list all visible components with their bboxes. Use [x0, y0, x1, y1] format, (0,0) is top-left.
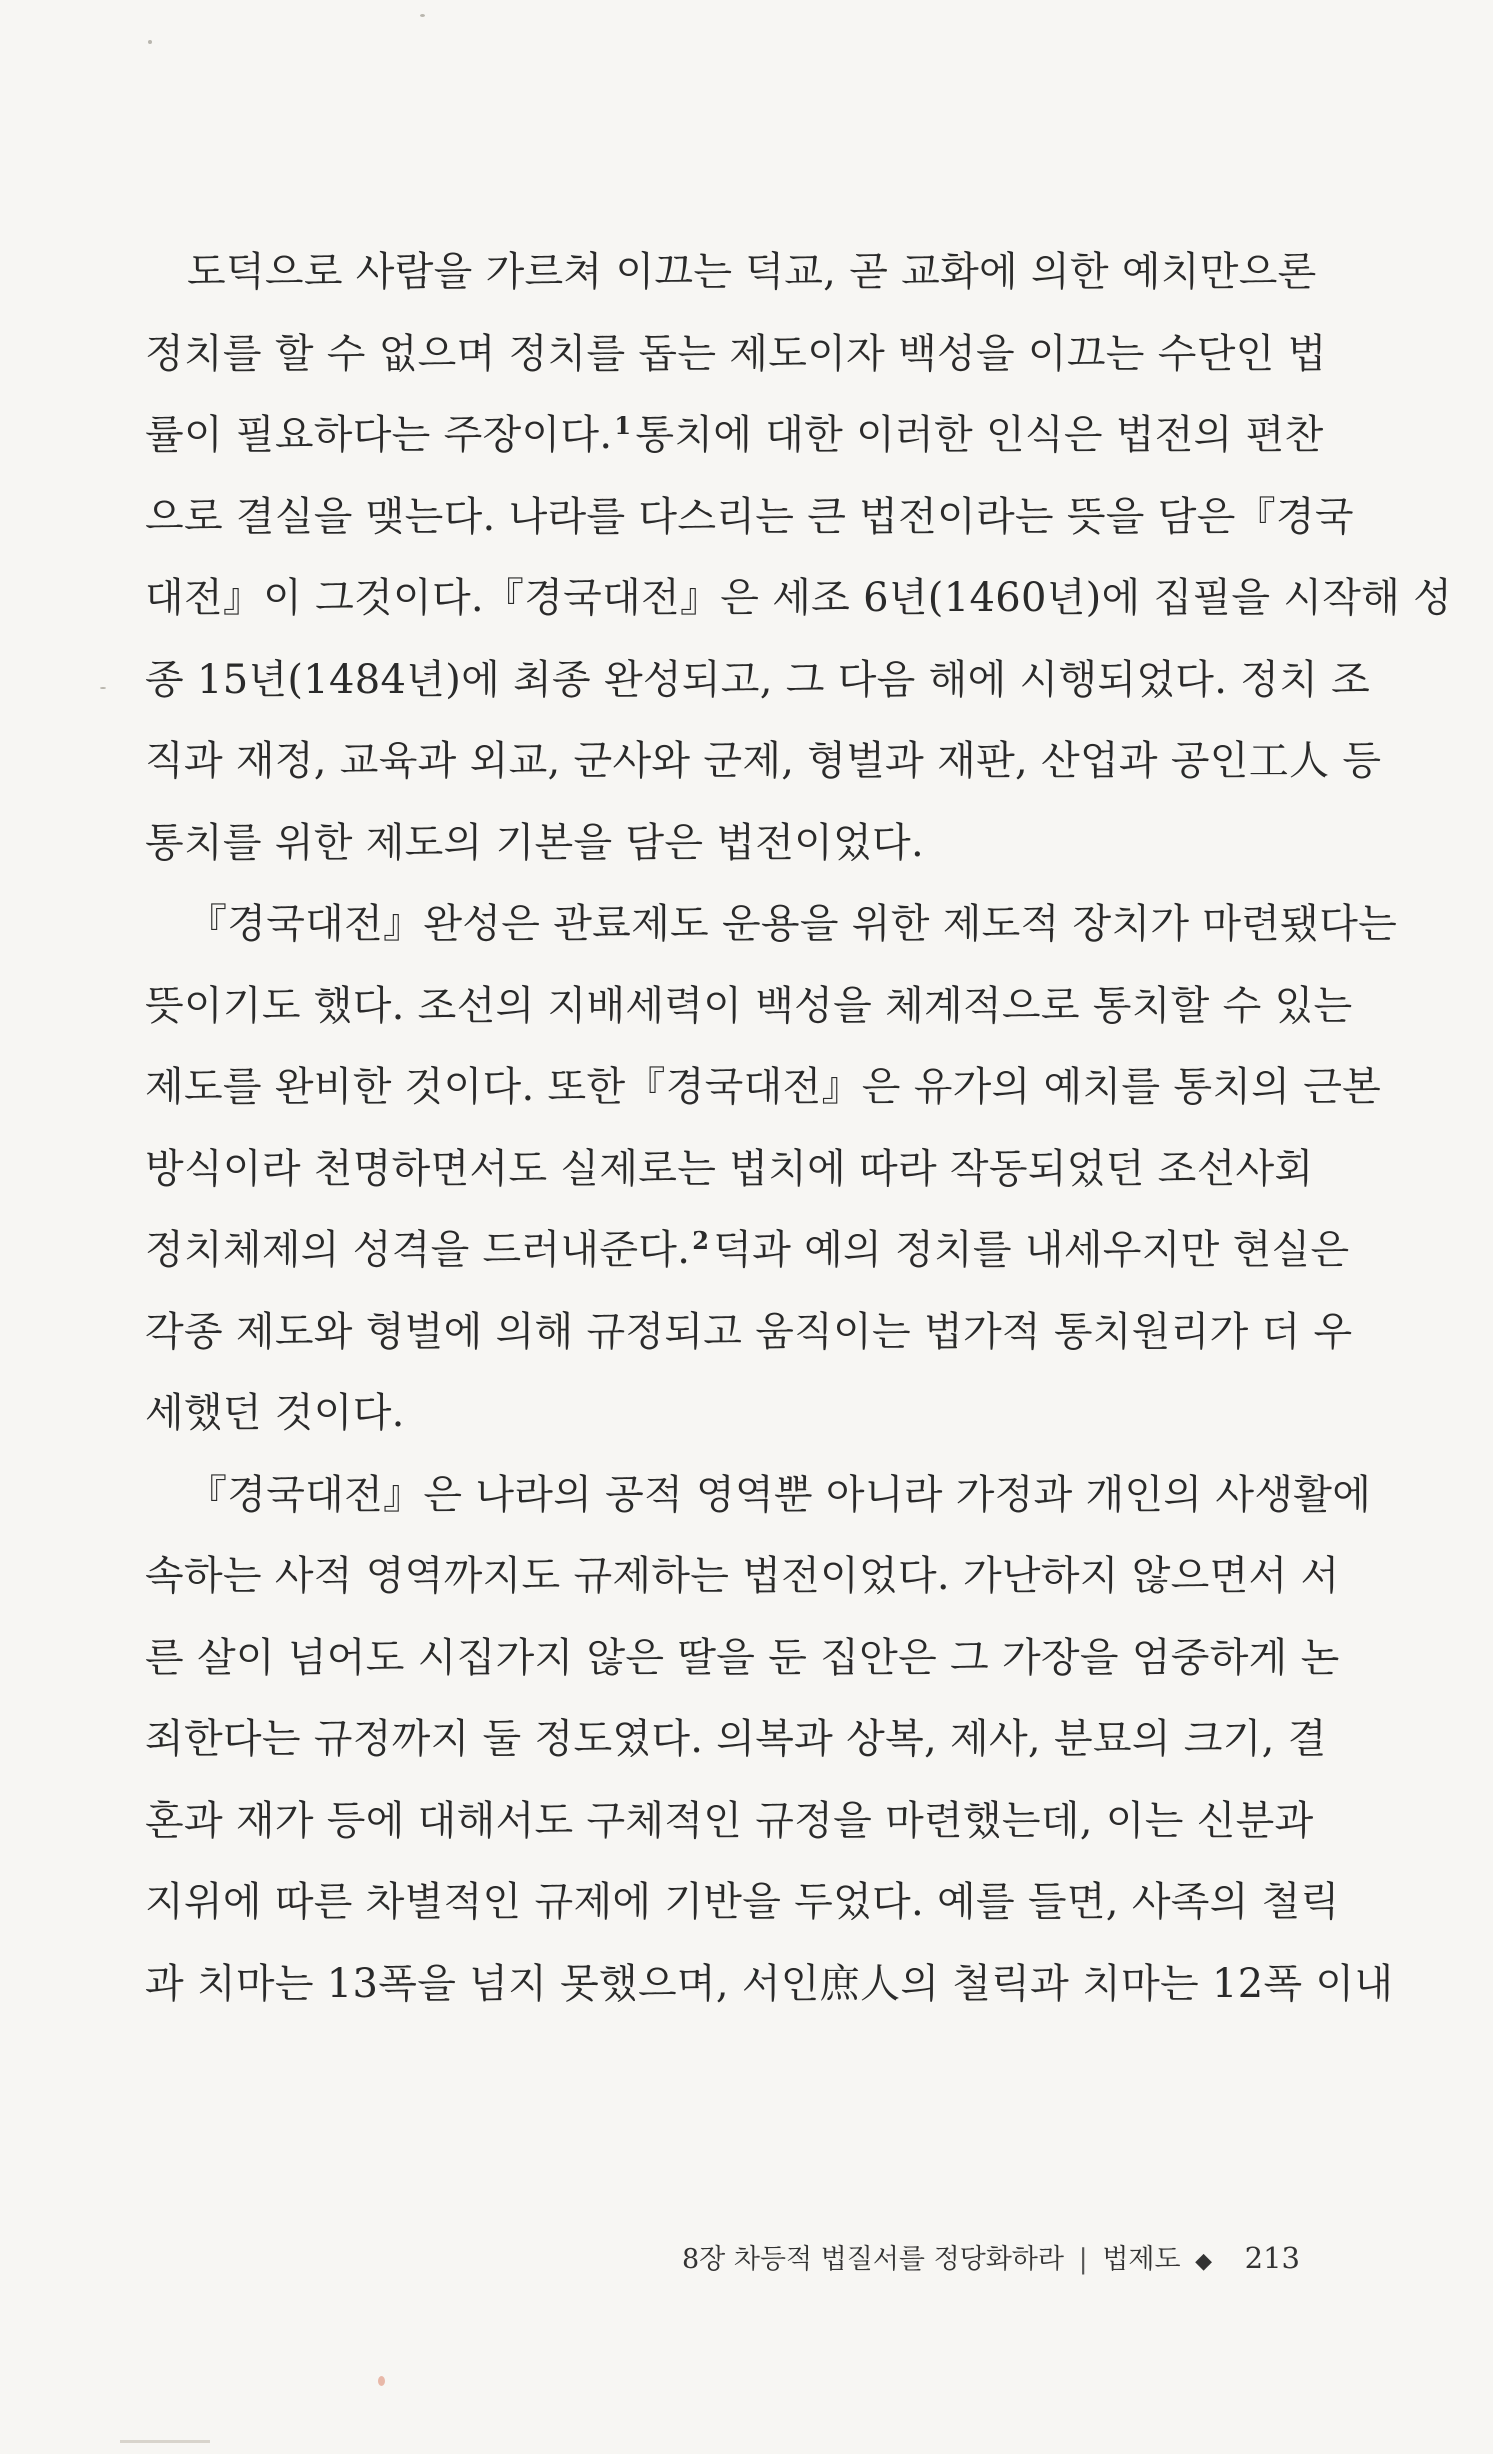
text-line	[145, 1862, 1340, 1944]
text-line	[145, 314, 1327, 396]
line-text: 통치에 대한 이러한 인식은 법전의 편찬	[635, 412, 1324, 458]
text-line	[145, 477, 1354, 559]
text-line	[145, 1210, 1350, 1292]
line-text: 덕과 예의 정치를 내세우지만 현실은	[713, 1227, 1350, 1273]
line-text: 과 치마는 13폭을 넘지 못했으며, 서인庶人의 철릭과 치마는 12폭 이내	[145, 1960, 1394, 2007]
line-text: 죄한다는 규정까지 둘 정도였다. 의복과 상복, 제사, 분묘의 크기, 결	[145, 1716, 1327, 1762]
scan-speck	[148, 40, 152, 44]
diamond-icon: ◆	[1195, 2249, 1213, 2274]
line-text: 속하는 사적 영역까지도 규제하는 법전이었다. 가난하지 않으면서 서	[145, 1553, 1340, 1599]
line-text: 른 살이 넘어도 시집가지 않은 딸을 둔 집안은 그 가장을 엄중하게 논	[145, 1634, 1340, 1681]
line-text: 정치체제의 성격을 드러내준다.	[145, 1227, 691, 1273]
text-line	[145, 1047, 1382, 1129]
page-edge-mark	[120, 2440, 210, 2443]
text-line	[145, 1373, 1300, 1455]
text-line	[145, 1455, 1372, 1537]
footnote-marker[interactable]: 2	[692, 1225, 710, 1255]
text-line	[145, 803, 1300, 885]
text-line	[145, 558, 1453, 640]
text-line	[145, 395, 1324, 477]
page-footer	[0, 2237, 1300, 2276]
running-head-chapter: 8장 차등적 법질서를 정당화하라	[681, 2244, 1064, 2275]
text-line	[145, 232, 1317, 314]
line-text: 『경국대전』은 나라의 공적 영역뿐 아니라 가정과 개인의 사생활에	[187, 1471, 1372, 1518]
text-line	[145, 884, 1398, 966]
text-line	[145, 1699, 1327, 1781]
body-text	[145, 232, 1453, 2025]
text-line	[145, 640, 1371, 722]
line-text: 제도를 완비한 것이다. 또한『경국대전』은 유가의 예치를 통치의 근본	[145, 1064, 1382, 1110]
text-line	[145, 1292, 1353, 1374]
line-text: 률이 필요하다는 주장이다.	[145, 412, 613, 458]
line-text: 도덕으로 사람을 가르쳐 이끄는 덕교, 곧 교화에 의한 예치만으론	[187, 249, 1317, 295]
scan-speck	[100, 687, 106, 689]
line-text: 지위에 따른 차별적인 규제에 기반을 두었다. 예를 들면, 사족의 철릭	[145, 1879, 1340, 1925]
line-text: 종 15년(1484년)에 최종 완성되고, 그 다음 해에 시행되었다. 정치 조	[145, 656, 1371, 703]
footnote-marker[interactable]: 1	[614, 410, 632, 440]
line-text: 뜻이기도 했다. 조선의 지배세력이 백성을 체계적으로 통치할 수 있는	[145, 982, 1353, 1029]
line-text: 대전』이 그것이다.『경국대전』은 세조 6년(1460년)에 집필을 시작해 성	[145, 575, 1453, 621]
text-line	[145, 721, 1382, 803]
line-text: 통치를 위한 제도의 기본을 담은 법전이었다.	[145, 819, 925, 866]
running-head-section: 법제도	[1102, 2244, 1181, 2275]
text-line	[145, 1781, 1314, 1863]
text-line	[145, 966, 1353, 1048]
line-text: 정치를 할 수 없으며 정치를 돕는 제도이자 백성을 이끄는 수단인 법	[145, 330, 1327, 377]
line-text: 방식이라 천명하면서도 실제로는 법치에 따라 작동되었던 조선사회	[145, 1145, 1314, 1192]
text-line	[145, 1618, 1340, 1700]
line-text: 직과 재정, 교육과 외교, 군사와 군제, 형벌과 재판, 산업과 공인工人 등	[145, 738, 1382, 784]
scan-speck	[420, 14, 425, 17]
line-text: 『경국대전』완성은 관료제도 운용을 위한 제도적 장치가 마련됐다는	[187, 901, 1398, 947]
running-head-separator: |	[1078, 2244, 1088, 2275]
line-text: 세했던 것이다.	[145, 1390, 405, 1436]
line-text: 혼과 재가 등에 대해서도 구체적인 규정을 마련했는데, 이는 신분과	[145, 1797, 1314, 1844]
text-line	[145, 1944, 1394, 2026]
line-text: 각종 제도와 형벌에 의해 규정되고 움직이는 법가적 통치원리가 더 우	[145, 1308, 1353, 1355]
page-number: 213	[1244, 2241, 1300, 2275]
text-line	[145, 1129, 1314, 1211]
line-text: 으로 결실을 맺는다. 나라를 다스리는 큰 법전이라는 뜻을 담은『경국	[145, 493, 1354, 540]
text-line	[145, 1536, 1340, 1618]
scan-speck	[378, 2376, 385, 2386]
